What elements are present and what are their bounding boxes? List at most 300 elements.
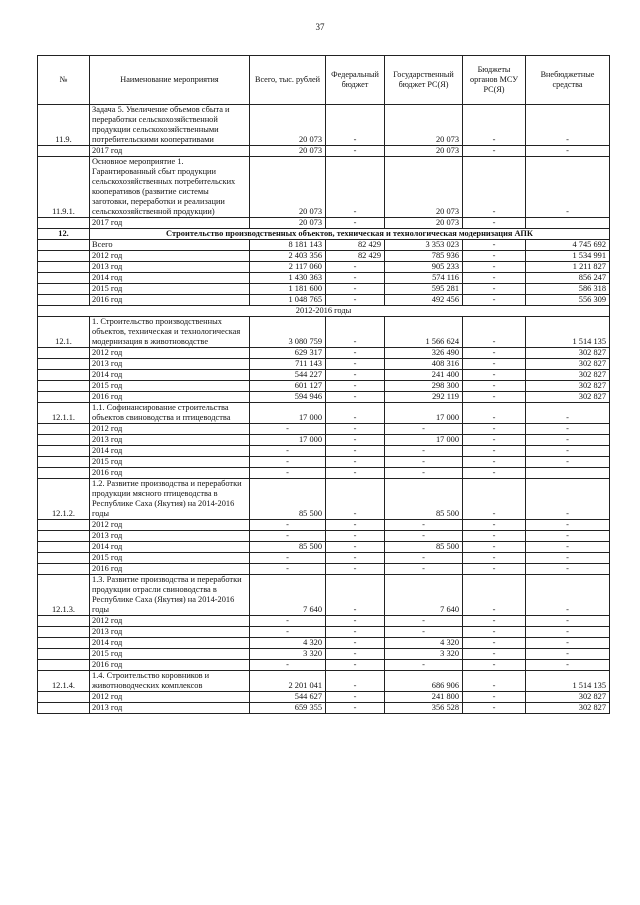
total-value: 2 403 356 [250, 251, 326, 262]
offbudget-value: - [526, 457, 610, 468]
activity-name: Задача 5. Увеличение объемов сбыта и переработки сельскохозяйственной продукции сельскохозяйственными потребительскими кооперативами [90, 105, 250, 146]
offbudget-value: - [526, 446, 610, 457]
activity-name: 1.3. Развитие производства и переработки продукции отрасли свиноводства в Республике Саха (Якутия) на 2014-2016 годы [90, 575, 250, 616]
total-value: 20 073 [250, 157, 326, 218]
row-number [38, 435, 90, 446]
state-value: 905 233 [385, 262, 463, 273]
row-number [38, 446, 90, 457]
municipal-value: - [463, 660, 526, 671]
municipal-value: - [463, 575, 526, 616]
total-value: 20 073 [250, 105, 326, 146]
row-number [38, 359, 90, 370]
total-value: - [250, 564, 326, 575]
federal-value: - [326, 146, 385, 157]
state-value: - [385, 627, 463, 638]
row-number [38, 564, 90, 575]
offbudget-value: - [526, 575, 610, 616]
activity-name: Основное мероприятие 1. Гарантированный сбыт продукции сельскохозяйственных потребительских кооперативов (развитие системы заготовки, переработки и реализации сельскохозяйственной продукции) [90, 157, 250, 218]
offbudget-value: - [526, 627, 610, 638]
federal-value: - [326, 392, 385, 403]
activity-row [38, 671, 610, 692]
state-value: 20 073 [385, 146, 463, 157]
year-label: 2015 год [90, 381, 250, 392]
activity-name: 1. Строительство производственных объектов, техническая и технологическая модернизация в животноводстве [90, 317, 250, 348]
row-number [38, 240, 90, 251]
municipal-value: - [463, 671, 526, 692]
year-row [38, 531, 610, 542]
total-value: 4 320 [250, 638, 326, 649]
state-value: 326 490 [385, 348, 463, 359]
activity-row [38, 575, 610, 616]
year-label: 2016 год [90, 468, 250, 479]
year-label: 2015 год [90, 457, 250, 468]
period-row [38, 306, 610, 317]
year-label: 2014 год [90, 370, 250, 381]
state-value: 408 316 [385, 359, 463, 370]
federal-value: - [326, 616, 385, 627]
state-value: 20 073 [385, 218, 463, 229]
municipal-value: - [463, 273, 526, 284]
year-row [38, 381, 610, 392]
state-value: 20 073 [385, 157, 463, 218]
year-label: 2013 год [90, 262, 250, 273]
period-label: 2012-2016 годы [38, 306, 610, 317]
year-row [38, 692, 610, 703]
state-value: - [385, 424, 463, 435]
total-value: 17 000 [250, 435, 326, 446]
year-row [38, 660, 610, 671]
offbudget-value: 302 827 [526, 370, 610, 381]
row-number [38, 531, 90, 542]
state-value: 17 000 [385, 403, 463, 424]
year-label: 2016 год [90, 660, 250, 671]
state-value: 1 566 624 [385, 317, 463, 348]
year-row [38, 520, 610, 531]
total-value: - [250, 616, 326, 627]
row-number [38, 218, 90, 229]
row-number [38, 457, 90, 468]
year-label: 2012 год [90, 251, 250, 262]
activity-row [38, 105, 610, 146]
row-number [38, 627, 90, 638]
header-name: Наименование мероприятия [90, 56, 250, 105]
municipal-value: - [463, 520, 526, 531]
municipal-value: - [463, 381, 526, 392]
offbudget-value: 556 309 [526, 295, 610, 306]
state-value: - [385, 616, 463, 627]
offbudget-value: - [526, 564, 610, 575]
row-number [38, 424, 90, 435]
offbudget-value: - [526, 435, 610, 446]
year-row [38, 251, 610, 262]
row-number: 12.1.1. [38, 403, 90, 424]
state-value: 595 281 [385, 284, 463, 295]
row-number [38, 381, 90, 392]
offbudget-value: 302 827 [526, 703, 610, 714]
municipal-value: - [463, 403, 526, 424]
federal-value: - [326, 262, 385, 273]
offbudget-value: - [526, 638, 610, 649]
state-value: 241 800 [385, 692, 463, 703]
federal-value: - [326, 457, 385, 468]
offbudget-value: - [526, 531, 610, 542]
total-value: 85 500 [250, 542, 326, 553]
budget-table [37, 55, 610, 714]
year-label: 2013 год [90, 531, 250, 542]
offbudget-value: - [526, 146, 610, 157]
state-value: - [385, 531, 463, 542]
total-value: - [250, 457, 326, 468]
row-number [38, 520, 90, 531]
section-number: 12. [38, 229, 90, 240]
offbudget-value: 1 514 135 [526, 671, 610, 692]
row-number [38, 284, 90, 295]
municipal-value: - [463, 638, 526, 649]
total-value: 1 048 765 [250, 295, 326, 306]
federal-value: - [326, 157, 385, 218]
offbudget-value: - [526, 649, 610, 660]
federal-value: - [326, 273, 385, 284]
state-value: 7 640 [385, 575, 463, 616]
header-federal: Федеральный бюджет [326, 56, 385, 105]
section-title: Строительство производственных объектов, техническая и технологическая модернизация АПК [90, 229, 610, 240]
row-number [38, 616, 90, 627]
state-value: 356 528 [385, 703, 463, 714]
activity-name: 1.2. Развитие производства и переработки продукции мясного птицеводства в Республике Саха (Якутия) на 2014-2016 годы [90, 479, 250, 520]
year-row [38, 616, 610, 627]
total-value: 2 117 060 [250, 262, 326, 273]
total-value: - [250, 553, 326, 564]
total-value: 711 143 [250, 359, 326, 370]
year-row [38, 359, 610, 370]
state-value: - [385, 564, 463, 575]
federal-value: - [326, 468, 385, 479]
offbudget-value: 586 318 [526, 284, 610, 295]
offbudget-value: 856 247 [526, 273, 610, 284]
total-value: 601 127 [250, 381, 326, 392]
state-value: 241 400 [385, 370, 463, 381]
year-label: 2016 год [90, 295, 250, 306]
row-number [38, 703, 90, 714]
municipal-value: - [463, 424, 526, 435]
offbudget-value: 1 534 991 [526, 251, 610, 262]
federal-value: - [326, 649, 385, 660]
year-label: 2014 год [90, 638, 250, 649]
federal-value: - [326, 627, 385, 638]
federal-value: - [326, 446, 385, 457]
municipal-value: - [463, 262, 526, 273]
municipal-value: - [463, 251, 526, 262]
row-number [38, 692, 90, 703]
year-label: 2015 год [90, 649, 250, 660]
municipal-value: - [463, 457, 526, 468]
year-row [38, 457, 610, 468]
header-number: № [38, 56, 90, 105]
row-number [38, 468, 90, 479]
row-number [38, 273, 90, 284]
municipal-value: - [463, 479, 526, 520]
federal-value: - [326, 218, 385, 229]
offbudget-value: 1 211 827 [526, 262, 610, 273]
state-value: 20 073 [385, 105, 463, 146]
row-number: 11.9. [38, 105, 90, 146]
total-value: 544 227 [250, 370, 326, 381]
state-value: - [385, 520, 463, 531]
row-number [38, 146, 90, 157]
total-value: 20 073 [250, 218, 326, 229]
state-value: - [385, 553, 463, 564]
offbudget-value: - [526, 553, 610, 564]
state-value: - [385, 457, 463, 468]
municipal-value: - [463, 468, 526, 479]
year-row [38, 262, 610, 273]
state-value: 292 119 [385, 392, 463, 403]
year-row [38, 240, 610, 251]
federal-value: - [326, 520, 385, 531]
total-value: 1 181 600 [250, 284, 326, 295]
activity-name: 1.1. Софинансирование строительства объектов свиноводства и птицеводства [90, 403, 250, 424]
municipal-value: - [463, 564, 526, 575]
offbudget-value [526, 468, 610, 479]
municipal-value: - [463, 627, 526, 638]
year-row [38, 435, 610, 446]
year-row [38, 146, 610, 157]
total-value: 2 201 041 [250, 671, 326, 692]
municipal-value: - [463, 284, 526, 295]
row-number: 12.1.3. [38, 575, 90, 616]
state-value: 85 500 [385, 542, 463, 553]
year-label: 2017 год [90, 218, 250, 229]
federal-value: - [326, 295, 385, 306]
year-label: 2015 год [90, 553, 250, 564]
section-row [38, 229, 610, 240]
municipal-value: - [463, 105, 526, 146]
municipal-value: - [463, 359, 526, 370]
municipal-value: - [463, 692, 526, 703]
municipal-value: - [463, 616, 526, 627]
offbudget-value: 302 827 [526, 359, 610, 370]
federal-value: - [326, 381, 385, 392]
year-label: 2015 год [90, 284, 250, 295]
federal-value: - [326, 479, 385, 520]
row-number [38, 392, 90, 403]
total-value: 8 181 143 [250, 240, 326, 251]
offbudget-value: 302 827 [526, 348, 610, 359]
total-value: 1 430 363 [250, 273, 326, 284]
state-value: 3 320 [385, 649, 463, 660]
offbudget-value: - [526, 479, 610, 520]
municipal-value: - [463, 531, 526, 542]
state-value: 785 936 [385, 251, 463, 262]
state-value: - [385, 446, 463, 457]
federal-value: - [326, 359, 385, 370]
year-label: 2012 год [90, 692, 250, 703]
activity-row [38, 317, 610, 348]
federal-value: - [326, 435, 385, 446]
municipal-value: - [463, 553, 526, 564]
year-label: 2012 год [90, 616, 250, 627]
federal-value: - [326, 284, 385, 295]
year-row [38, 370, 610, 381]
year-row [38, 392, 610, 403]
year-label: 2016 год [90, 392, 250, 403]
municipal-value: - [463, 649, 526, 660]
federal-value: - [326, 638, 385, 649]
page-number: 37 [315, 22, 325, 32]
header-offbudget: Внебюджетные средства [526, 56, 610, 105]
year-row [38, 468, 610, 479]
year-row [38, 218, 610, 229]
year-label: 2014 год [90, 273, 250, 284]
municipal-value: - [463, 370, 526, 381]
total-value: 659 355 [250, 703, 326, 714]
year-label: 2013 год [90, 703, 250, 714]
total-value: 3 080 759 [250, 317, 326, 348]
municipal-value: - [463, 542, 526, 553]
offbudget-value: - [526, 616, 610, 627]
total-value: 17 000 [250, 403, 326, 424]
offbudget-value: - [526, 660, 610, 671]
row-number [38, 649, 90, 660]
row-number [38, 553, 90, 564]
federal-value: - [326, 703, 385, 714]
total-value: - [250, 520, 326, 531]
state-value: 686 906 [385, 671, 463, 692]
offbudget-value: - [526, 424, 610, 435]
total-value: 7 640 [250, 575, 326, 616]
row-number [38, 295, 90, 306]
federal-value: - [326, 564, 385, 575]
year-row [38, 649, 610, 660]
state-value: 492 456 [385, 295, 463, 306]
row-number: 11.9.1. [38, 157, 90, 218]
offbudget-value: 1 514 135 [526, 317, 610, 348]
total-value: 629 317 [250, 348, 326, 359]
year-label: 2013 год [90, 359, 250, 370]
federal-value: - [326, 105, 385, 146]
federal-value: - [326, 671, 385, 692]
state-value: 4 320 [385, 638, 463, 649]
year-label: 2012 год [90, 520, 250, 531]
total-value: - [250, 627, 326, 638]
federal-value: - [326, 370, 385, 381]
total-value: 594 946 [250, 392, 326, 403]
row-number: 12.1. [38, 317, 90, 348]
total-value: 85 500 [250, 479, 326, 520]
state-value: 17 000 [385, 435, 463, 446]
state-value: 3 353 023 [385, 240, 463, 251]
year-row [38, 703, 610, 714]
header-total: Всего, тыс. рублей [250, 56, 326, 105]
federal-value: - [326, 403, 385, 424]
year-label: 2012 год [90, 348, 250, 359]
federal-value: - [326, 692, 385, 703]
activity-name: 1.4. Строительство коровников и животноводческих комплексов [90, 671, 250, 692]
row-number [38, 660, 90, 671]
row-number: 12.1.2. [38, 479, 90, 520]
state-value: - [385, 660, 463, 671]
offbudget-value [526, 218, 610, 229]
total-value: 20 073 [250, 146, 326, 157]
state-value: - [385, 468, 463, 479]
federal-value: - [326, 424, 385, 435]
year-row [38, 638, 610, 649]
federal-value: - [326, 348, 385, 359]
federal-value: - [326, 575, 385, 616]
row-number [38, 262, 90, 273]
state-value: 85 500 [385, 479, 463, 520]
total-value: - [250, 446, 326, 457]
offbudget-value: - [526, 105, 610, 146]
federal-value: - [326, 553, 385, 564]
row-number [38, 251, 90, 262]
federal-value: - [326, 542, 385, 553]
municipal-value: - [463, 435, 526, 446]
municipal-value: - [463, 392, 526, 403]
row-number: 12.1.4. [38, 671, 90, 692]
year-label: Всего [90, 240, 250, 251]
year-label: 2014 год [90, 542, 250, 553]
offbudget-value: 302 827 [526, 692, 610, 703]
year-row [38, 295, 610, 306]
total-value: 544 627 [250, 692, 326, 703]
municipal-value: - [463, 295, 526, 306]
year-row [38, 424, 610, 435]
total-value: - [250, 660, 326, 671]
offbudget-value: 4 745 692 [526, 240, 610, 251]
federal-value: 82 429 [326, 251, 385, 262]
offbudget-value: 302 827 [526, 392, 610, 403]
year-row [38, 273, 610, 284]
municipal-value: - [463, 348, 526, 359]
year-label: 2016 год [90, 564, 250, 575]
row-number [38, 638, 90, 649]
year-row [38, 564, 610, 575]
offbudget-value: - [526, 542, 610, 553]
activity-row [38, 479, 610, 520]
year-label: 2017 год [90, 146, 250, 157]
municipal-value: - [463, 218, 526, 229]
municipal-value: - [463, 703, 526, 714]
state-value: 298 300 [385, 381, 463, 392]
offbudget-value: - [526, 403, 610, 424]
state-value: 574 116 [385, 273, 463, 284]
municipal-value: - [463, 240, 526, 251]
federal-value: 82 429 [326, 240, 385, 251]
offbudget-value: - [526, 157, 610, 218]
total-value: 3 320 [250, 649, 326, 660]
year-row [38, 553, 610, 564]
total-value: - [250, 424, 326, 435]
table-header-row [38, 56, 610, 105]
offbudget-value: 302 827 [526, 381, 610, 392]
municipal-value: - [463, 146, 526, 157]
municipal-value: - [463, 317, 526, 348]
municipal-value: - [463, 157, 526, 218]
header-state: Государственный бюджет РС(Я) [385, 56, 463, 105]
year-row [38, 542, 610, 553]
year-label: 2013 год [90, 627, 250, 638]
row-number [38, 370, 90, 381]
total-value: - [250, 531, 326, 542]
federal-value: - [326, 317, 385, 348]
year-row [38, 284, 610, 295]
activity-row [38, 157, 610, 218]
municipal-value: - [463, 446, 526, 457]
year-label: 2014 год [90, 446, 250, 457]
activity-row [38, 403, 610, 424]
federal-value: - [326, 531, 385, 542]
